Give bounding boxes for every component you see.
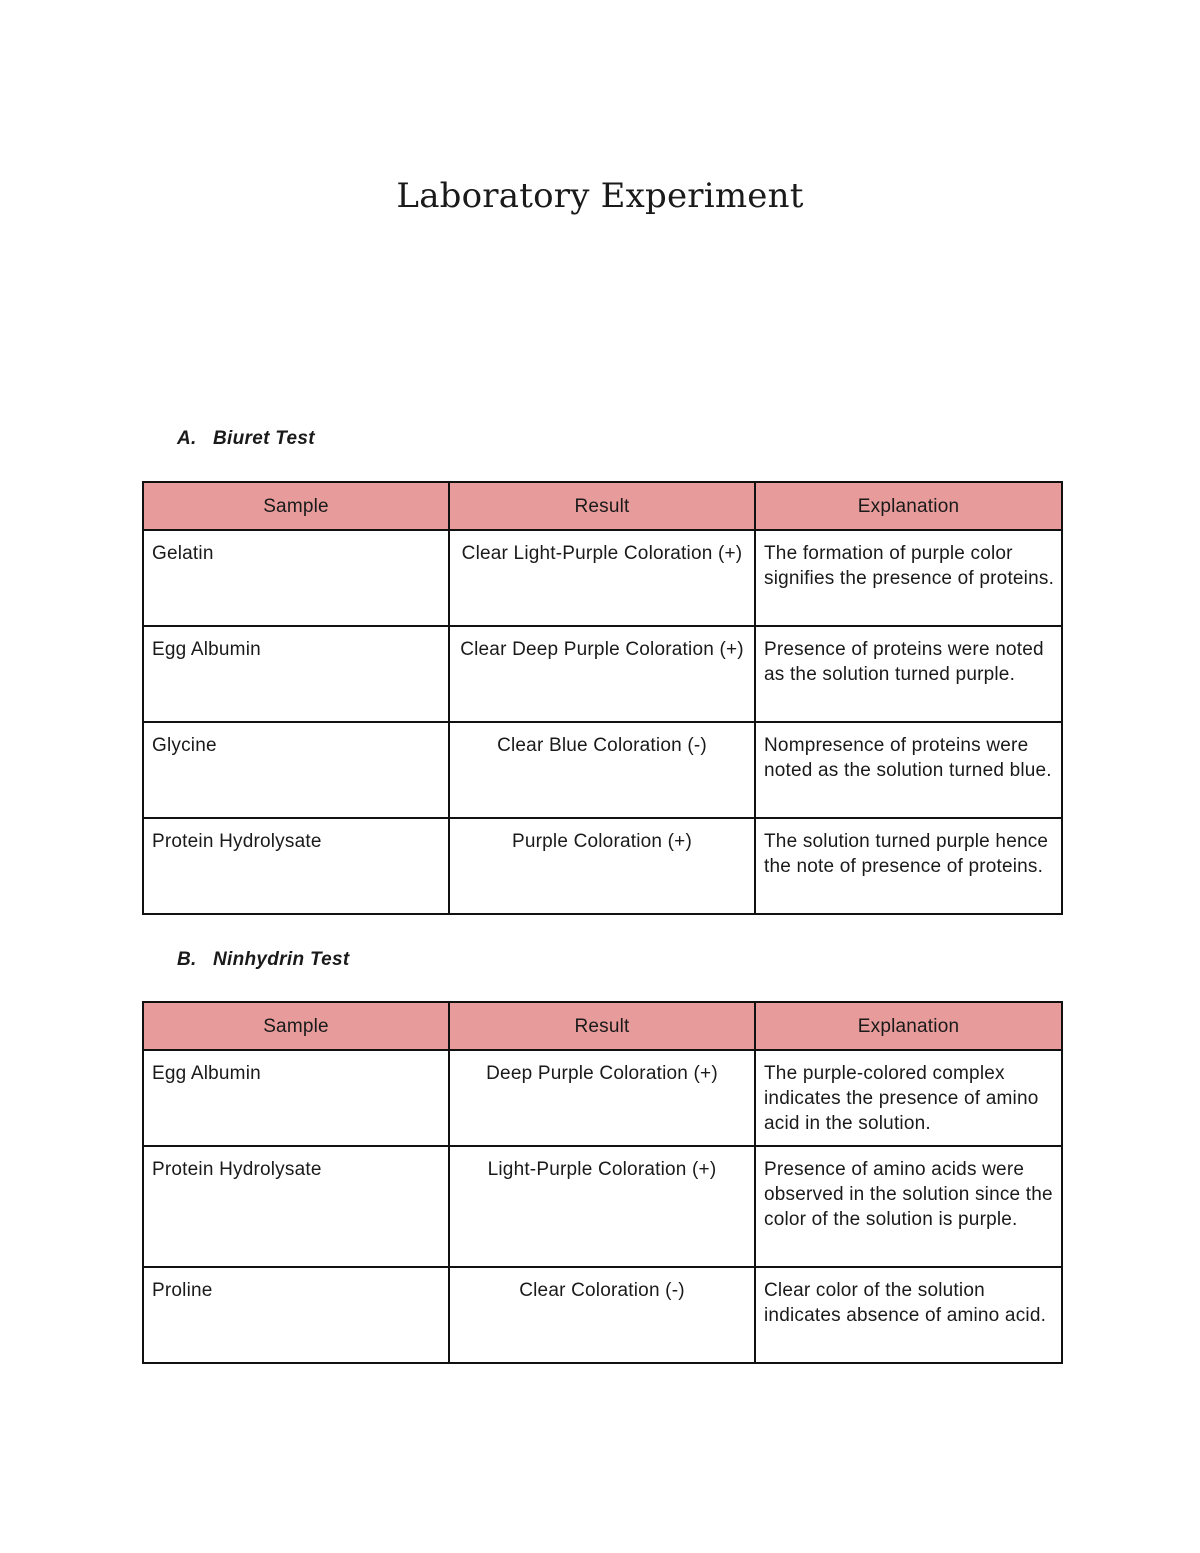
biuret-test-table: [142, 481, 1063, 915]
table-row: [143, 1050, 1062, 1146]
document-title: Laboratory Experiment: [396, 176, 804, 216]
section-heading-biuret: [177, 428, 315, 450]
explanation-cell: The purple-colored complex indicates the presence of amino acid in the solution.: [755, 1050, 1062, 1146]
result-cell: Clear Blue Coloration (-): [449, 722, 755, 818]
section-title: Ninhydrin Test: [213, 949, 350, 970]
table-row: [143, 626, 1062, 722]
sample-cell: Protein Hydrolysate: [143, 1146, 449, 1267]
column-header-result: Result: [449, 1002, 755, 1050]
table-row: [143, 818, 1062, 914]
section-letter: B.: [177, 949, 197, 970]
explanation-cell: The solution turned purple hence the note of presence of proteins.: [755, 818, 1062, 914]
result-cell: Clear Deep Purple Coloration (+): [449, 626, 755, 722]
sample-cell: Gelatin: [143, 530, 449, 626]
column-header-explanation: Explanation: [755, 1002, 1062, 1050]
explanation-cell: Clear color of the solution indicates absence of amino acid.: [755, 1267, 1062, 1363]
sample-cell: Proline: [143, 1267, 449, 1363]
result-cell: Clear Light-Purple Coloration (+): [449, 530, 755, 626]
column-header-sample: Sample: [143, 1002, 449, 1050]
table-row: [143, 722, 1062, 818]
result-cell: Light-Purple Coloration (+): [449, 1146, 755, 1267]
sample-cell: Protein Hydrolysate: [143, 818, 449, 914]
table-row: [143, 530, 1062, 626]
result-cell: Purple Coloration (+): [449, 818, 755, 914]
section-letter: A.: [177, 428, 197, 449]
ninhydrin-test-table: [142, 1001, 1063, 1364]
explanation-cell: Presence of amino acids were observed in the solution since the color of the solution is purple.: [755, 1146, 1062, 1267]
explanation-cell: Nompresence of proteins were noted as the solution turned blue.: [755, 722, 1062, 818]
result-cell: Deep Purple Coloration (+): [449, 1050, 755, 1146]
table-header-row: [143, 482, 1062, 530]
column-header-explanation: Explanation: [755, 482, 1062, 530]
section-title: Biuret Test: [213, 428, 315, 449]
column-header-sample: Sample: [143, 482, 449, 530]
table-header-row: [143, 1002, 1062, 1050]
sample-cell: Glycine: [143, 722, 449, 818]
sample-cell: Egg Albumin: [143, 626, 449, 722]
sample-cell: Egg Albumin: [143, 1050, 449, 1146]
table-row: [143, 1146, 1062, 1267]
table-row: [143, 1267, 1062, 1363]
result-cell: Clear Coloration (-): [449, 1267, 755, 1363]
section-heading-ninhydrin: [177, 949, 350, 971]
explanation-cell: The formation of purple color signifies the presence of proteins.: [755, 530, 1062, 626]
explanation-cell: Presence of proteins were noted as the solution turned purple.: [755, 626, 1062, 722]
column-header-result: Result: [449, 482, 755, 530]
